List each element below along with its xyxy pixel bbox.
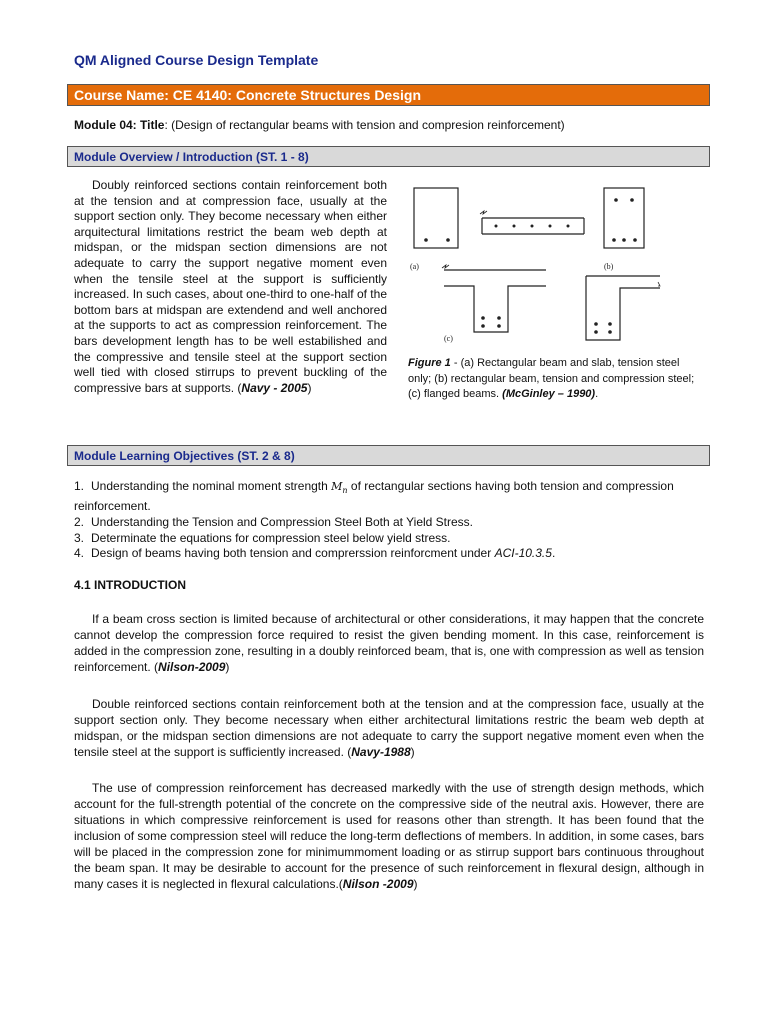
l-beam-section [586, 276, 660, 340]
figure-label-c: (c) [444, 334, 453, 343]
objective-item [74, 479, 704, 515]
objectives-list [74, 479, 704, 562]
objective-number: 2. [74, 514, 85, 529]
module-title-line [74, 118, 565, 132]
objective-item [74, 531, 704, 547]
intro-text-end: ) [410, 745, 415, 759]
overview-paragraph [74, 178, 387, 396]
figure-label-b: (b) [604, 262, 614, 271]
intro-citation: Nilson -2009 [342, 877, 414, 891]
course-name-banner [67, 84, 710, 106]
t-beam-section [444, 270, 546, 332]
intro-citation: Navy-1988 [351, 745, 411, 759]
rect-beam-a [414, 188, 458, 248]
intro-text-end: ) [413, 877, 418, 891]
objective-number: 1. [74, 479, 85, 493]
module-prefix: Module 04: Title [74, 118, 165, 132]
overview-text-end: ) [307, 380, 312, 395]
figure-caption-citation: (McGinley – 1990) [502, 388, 596, 400]
overview-heading: Module Overview / Introduction (ST. 1 - 8) [74, 150, 309, 164]
intro-text: If a beam cross section is limited because of architectural or other considerations, it may happen that the concrete cannot develop the compression force required to resist the given bending moment. In this case, reinforcement is added in the compression zone, resulting in a doubly reinforced beam, that is, one with compression as well as tension reinforcement. ( [74, 612, 704, 674]
figure-caption-label: Figure 1 [408, 357, 451, 369]
course-name: Course Name: CE 4140: Concrete Structures Design [74, 87, 421, 103]
overview-citation: Navy - 2005 [241, 380, 308, 395]
beam-sections-figure [408, 184, 708, 344]
module-title: : (Design of rectangular beams with tension and compresion reinforcement) [164, 118, 565, 132]
objective-text: . [551, 546, 556, 561]
objective-text: of rectangular sections having both tension and compression reinforcement. [74, 479, 674, 513]
figure-label-a: (a) [410, 262, 419, 271]
objectives-heading: Module Learning Objectives (ST. 2 & 8) [74, 449, 295, 463]
intro-citation: Nilson-2009 [158, 660, 226, 674]
section-heading-introduction: 4.1 INTRODUCTION [74, 578, 187, 592]
objective-item [74, 546, 704, 562]
objective-item [74, 515, 704, 531]
intro-paragraph-2 [74, 696, 704, 760]
intro-paragraph-1 [74, 611, 704, 675]
objective-text: Determinate the equations for compression steel below yield stress. [91, 530, 451, 545]
objective-number: 4. [74, 546, 85, 561]
objective-text: Design of beams having both tension and comprerssion reinforcment under [91, 546, 495, 561]
overview-heading-bar [67, 146, 710, 167]
intro-paragraph-3 [74, 780, 704, 892]
figure-caption-text: - (a) Rectangular beam and slab, tension steel only; (b) rectangular beam, tension and compression steel; (c) flanged beams. [408, 357, 695, 400]
intro-text: The use of compression reinforcement has decreased markedly with the use of strength design methods, which account for the full-strength potential of the concrete on the compressive side of the neutral axis. However, there are situations in which compressive reinforcement is used for reasons other than strength. It has been found that the inclusion of some compression steel will reduce the long-term deflections of members. In addition, in some cases, bars will be placed in the compression zone for minimummoment loading or as stirrup support bars continuous throughout the beam span. It may be desirable to account for the presence of such reinforcement in flexural design, although in many cases it is neglected in flexural calculations.( [74, 781, 704, 891]
figure-caption-end: . [595, 388, 599, 400]
objective-text: Understanding the nominal moment strength [91, 479, 332, 493]
intro-text: Double reinforced sections contain reinforcement both at the tension and at the compression face, usually at the support section only. They become necessary when either architectural limitations restric the beam web depth at midspan, or the midspan section dimensions are not adequate to carry the support negative moment even when the tensile steel at the support is sufficiently increased. ( [74, 697, 704, 759]
objectives-heading-bar [67, 445, 710, 466]
intro-text-end: ) [225, 660, 230, 674]
overview-text: Doubly reinforced sections contain reinforcement both at the tension and at compression face, usually at the support section only. They become necessary when either arquitectural limitations restrict the beam web depth at midspan, or the midspan section dimensions are not adequate to carry the support negative moment even when the tensile steel at the support is sufficiently increased. In such cases, about one-third to one-half of the bottom bars at midspan are extendend and well anchored at the supports to act as compression reinforcement. The bars development length has to be well estabilished and the compressive and tensile steel at the support section well tied with closed stirrups to prevent buckling of the compressive bars at supports. ( [74, 178, 387, 395]
figure-caption [408, 356, 698, 403]
objective-reference: ACI-10.3.5 [494, 546, 552, 561]
objective-number: 3. [74, 530, 85, 545]
moment-symbol: $M_n$ [331, 480, 348, 496]
objective-text: Understanding the Tension and Compression Steel Both at Yield Stress. [91, 514, 474, 529]
document-title: QM Aligned Course Design Template [74, 52, 319, 68]
